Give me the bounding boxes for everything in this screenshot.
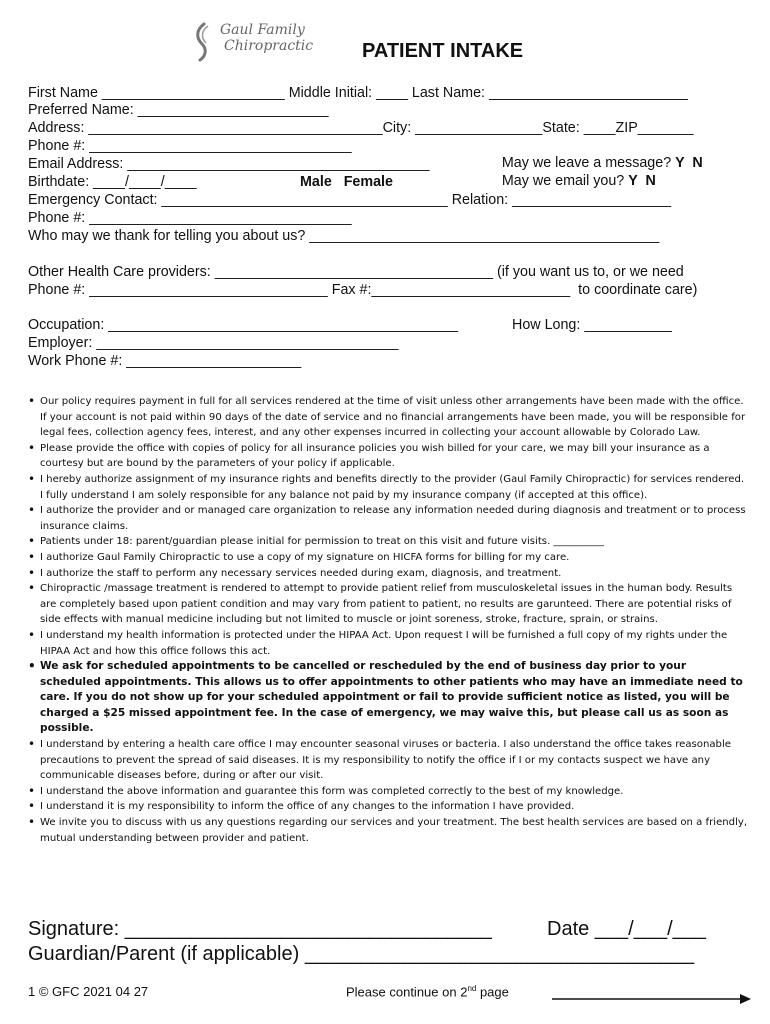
email-row[interactable]: Email Address: ______________________________________ [28,156,430,172]
work-phone-row[interactable]: Work Phone #: ______________________ [28,353,302,369]
leave-message-label: May we leave a message? [501,155,672,171]
policy-item: • I understand my health information is protected under the HIPAA Act. Upon request I will be furnished a full copy of my rights under the HIPAA Act and how this office follows this act. [28,628,750,659]
email-permission-yn[interactable]: Y N [628,173,656,189]
logo-text-line2: Chiropractic [224,38,314,54]
policy-item: • I authorize the provider and or managed care organization to release any information needed during diagnosis and treatment or to process insurance claims. [28,503,750,534]
birthdate-row[interactable]: Birthdate: ____/____/____ [28,174,197,190]
date-line[interactable]: Date ___/___/___ [547,918,707,940]
policy-item: • I understand the above information and guarantee this form was completed correctly to the best of my knowledge. [28,784,750,800]
policy-item: • Please provide the office with copies of policy for all insurance policies you wish billed for your care, we may bill your insurance as a courtesy but are bound by the parameters of your policy if applicable. [28,441,750,472]
spine-logo-icon [190,22,216,62]
guardian-signature-line[interactable]: Guardian/Parent (if applicable) ___________________________________ [28,943,695,965]
policy-item: • Patients under 18: parent/guardian please initial for permission to treat on this visit and future visits. __________ [28,534,750,550]
occupation-row[interactable]: Occupation: ____________________________________________ [28,317,459,333]
employer-row[interactable]: Employer: ______________________________________ [28,335,399,351]
sex-options[interactable]: Male Female [300,174,393,190]
policy-item: • Our policy requires payment in full for all services rendered at the time of visit unless other arrangements have been made with the office. If your account is not paid within 90 days of the date of service and no financial arrangements have been made, you will be responsible for legal fees, collection agency fees, interest, and any other expenses incurred in collecting your account allowable by Colorado Law. [28,394,750,441]
continue-pre: Please continue on 2 [346,984,468,1000]
policy-item: • I understand it is my responsibility to inform the office of any changes to the information I have provided. [28,799,750,815]
policy-item: • I authorize Gaul Family Chiropractic to use a copy of my signature on HICFA forms for billing for my care. [28,550,750,566]
policy-item: • I authorize the staff to perform any necessary services needed during exam, diagnosis, and treatment. [28,566,750,582]
referral-row[interactable]: Who may we thank for telling you about us? ____________________________________________ [28,228,660,244]
emergency-contact-row[interactable]: Emergency Contact: ____________________________________ Relation: ____________________ [28,192,672,208]
policy-list [28,394,750,846]
policy-item: • I understand by entering a health care office I may encounter seasonal viruses or bacteria. I also understand the office takes reasonable precautions to prevent the spread of said diseases. It is my responsibility to notify the office if I or my contacts suspect we have any communicable diseases before, during or after our visit. [28,737,750,784]
clinic-logo [190,20,314,62]
logo-text-line1: Gaul Family [220,22,305,38]
how-long-field[interactable]: How Long: ___________ [512,317,672,333]
leave-message-yn[interactable]: Y N [675,155,703,171]
signature-line[interactable]: Signature: _________________________________ [28,918,492,940]
email-permission-label: May we email you? [501,173,625,189]
preferred-name-row[interactable]: Preferred Name: ________________________ [28,102,329,118]
policy-bullets [28,394,750,846]
provider-phone-fax-row[interactable]: Phone #: ______________________________ Fax #:_________________________ to coordinate care) [28,282,698,298]
address-row[interactable]: Address: _____________________________________City: ________________State: ____ZIP_______ [28,120,694,136]
name-row[interactable]: First Name _______________________ Middle Initial: ____ Last Name: _________________________ [28,85,688,101]
footer-code: 1 © GFC 2021 04 27 [28,984,149,999]
continue-post: page [476,984,509,1000]
emergency-phone-row[interactable]: Phone #: _________________________________ [28,210,352,226]
page-title: PATIENT INTAKE [362,40,524,62]
phone-row[interactable]: Phone #: _________________________________ [28,138,352,154]
continue-sup: nd [467,984,477,993]
policy-item: • I hereby authorize assignment of my insurance rights and benefits directly to the provider (Gaul Family Chiropractic) for services rendered. I fully understand I am solely responsible for any balance not paid by my insurance company (if accepted at this office). [28,472,750,503]
other-providers-row[interactable]: Other Health Care providers: ___________________________________ (if you want us to, or we need [28,264,684,280]
arrow-right-icon [552,993,752,1005]
policy-item: • Chiropractic /massage treatment is rendered to attempt to provide patient relief from musculoskeletal issues in the human body. Results are completely based upon patient condition and may vary from patient to patient, no results are garunteed. There are potential risks of side effects with manual medicine including but not limited to muscle or joint soreness, stroke, fracture, sprain, or strains. [28,581,750,628]
policy-item: • We ask for scheduled appointments to be cancelled or rescheduled by the end of business day prior to your scheduled appointments. This allows us to offer appointments to other patients who may have an immediate need to care. If you do not show up for your scheduled appointment or fail to provide sufficient notice as listed, you will be charged a $25 missed appointment fee. In the case of emergency, we may waive this, but please call us as soon as possible. [28,659,750,737]
continue-note [346,984,509,999]
policy-item: • We invite you to discuss with us any questions regarding our services and your treatment. The best health services are based on a friendly, mutual understanding between provider and patient. [28,815,750,846]
